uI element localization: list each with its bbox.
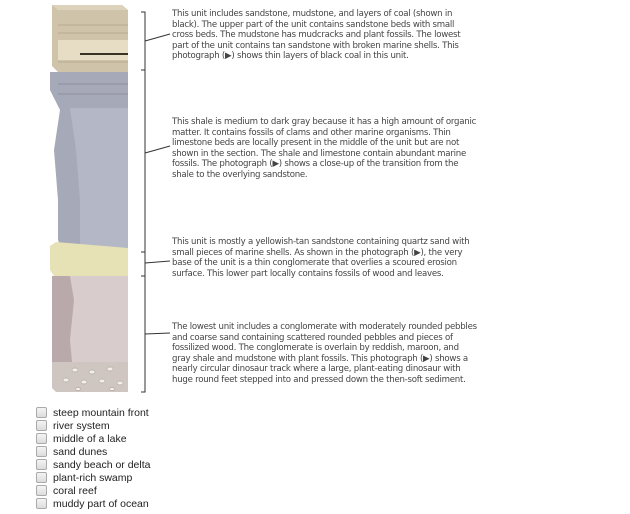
checkbox[interactable] (36, 446, 47, 457)
option-coral-reef[interactable] (36, 484, 150, 497)
unit-description-sandstone: This unit is mostly a yellowish-tan sandstone containing quartz sand with small pieces of marine shells. As shown in the photograph (▶), the very base of the unit is a thin conglomerate that overlies a scoured erosion surface. This lower part locally contains fossils of wood and leaves. (172, 237, 470, 279)
option-river-system[interactable] (36, 419, 150, 432)
option-label: river system (53, 419, 110, 432)
unit-description-coal: This unit includes sandstone, mudstone, and layers of coal (shown in black). The upper part of the unit contains sandstone beds with small cross beds. The mudstone has mudcracks and plant fossils. The lowest part of the unit contains tan sandstone with broken marine shells. This photograph (▶) shows thin layers of black coal in this unit. (172, 9, 461, 62)
conglomerate-unit (52, 362, 128, 392)
option-muddy-part-of-ocean[interactable] (36, 497, 150, 510)
option-plant-rich-swamp[interactable] (36, 471, 150, 484)
checkbox[interactable] (36, 472, 47, 483)
unit-brackets (141, 12, 170, 392)
option-label: sandy beach or delta (53, 458, 151, 471)
option-label: steep mountain front (53, 406, 149, 419)
option-sandy-beach-or-delta[interactable] (36, 458, 150, 471)
option-label: sand dunes (53, 445, 108, 458)
option-sand-dunes[interactable] (36, 445, 150, 458)
checkbox[interactable] (36, 433, 47, 444)
option-label: muddy part of ocean (53, 497, 149, 510)
checkbox[interactable] (36, 459, 47, 470)
unit-description-shale: This shale is medium to dark gray because it has a high amount of organic matter. It contains fossils of clams and other marine organisms. Thin limestone beds are locally present in the middle of the unit but are not shown in the section. The shale and limestone contain abundant marine fossils. The photograph (▶) shows a close-up of the transition from the shale to the overlying sandstone. (172, 117, 477, 180)
option-steep-mountain-front[interactable] (36, 406, 150, 419)
checkbox[interactable] (36, 420, 47, 431)
unit-description-conglomerate: The lowest unit includes a conglomerate with moderately rounded pebbles and coarse sand containing scattered rounded pebbles and pieces of fossilized wood. The conglomerate is overlain by reddish, maroon, and gray shale and mudstone with plant fossils. This photograph (▶) shows a nearly circular dinosaur track where a large, plant-eating dinosaur with huge round feet stepped into and pressed down the then-soft sediment. (172, 322, 477, 385)
coal-sandstone-unit (52, 5, 128, 72)
option-label: coral reef (53, 484, 97, 497)
yellow-sandstone-unit (50, 242, 128, 276)
option-label: middle of a lake (53, 432, 127, 445)
checkbox[interactable] (36, 498, 47, 509)
checkbox[interactable] (36, 485, 47, 496)
gray-shale-unit (50, 72, 128, 250)
option-label: plant-rich swamp (53, 471, 133, 484)
option-middle-of-lake[interactable] (36, 432, 150, 445)
environment-options (36, 406, 150, 510)
reddish-mudstone-unit (52, 276, 128, 362)
checkbox[interactable] (36, 407, 47, 418)
